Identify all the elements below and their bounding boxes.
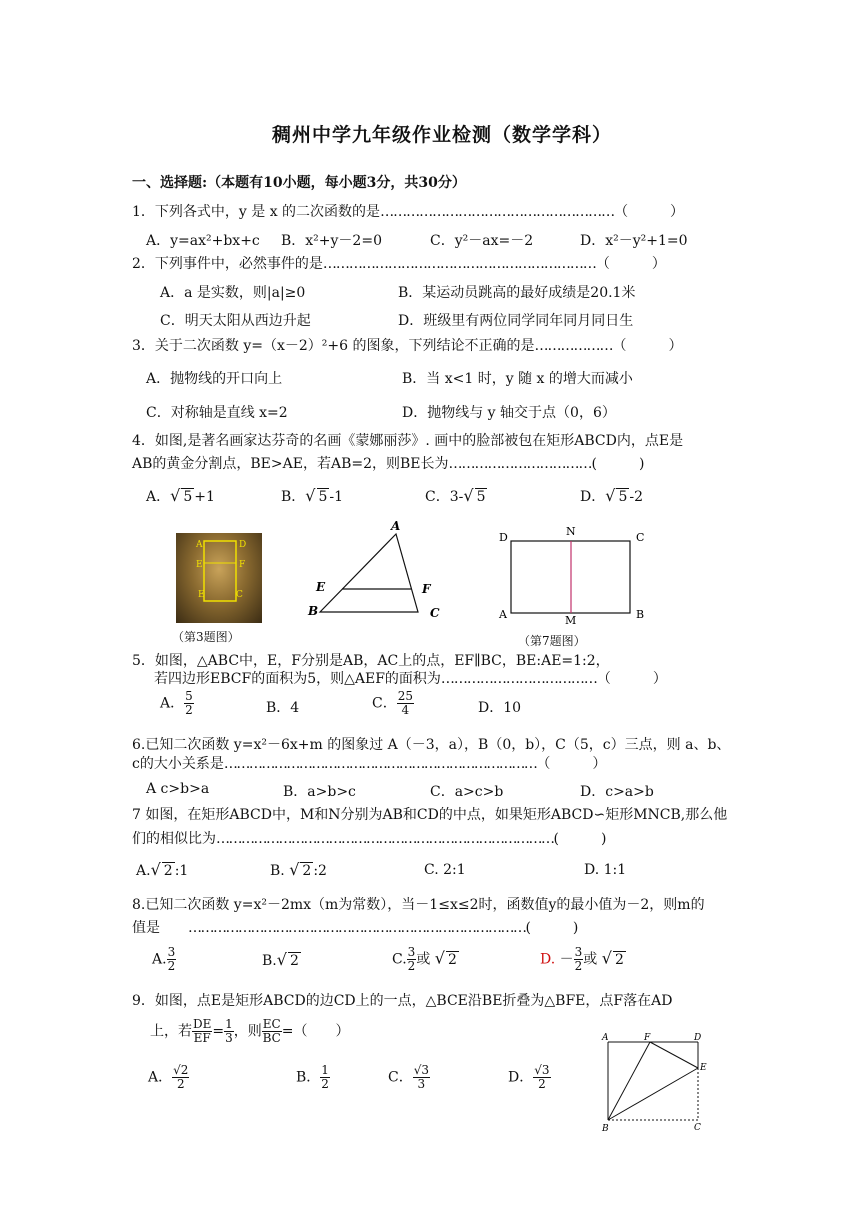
q7-option-a: A.√ 2 :1 <box>136 860 189 879</box>
mona-label: A <box>196 540 203 550</box>
tri-label: A <box>391 519 401 533</box>
q6-stem-line1: 6.已知二次函数 y=x²－6x+m 的图象过 A（－3，a），B（0，b），C（5，c）三点，则 a、b、 <box>132 737 731 753</box>
q3-option-c: C．对称轴是直线 x=2 <box>146 405 288 421</box>
q6-option-a: A c>b>a <box>146 781 210 797</box>
rect-label: M <box>565 614 577 624</box>
rect-label: D <box>499 531 508 544</box>
rect-label: N <box>566 525 576 538</box>
q2-stem: 2．下列事件中，必然事件的是………………………………………………………（ ） <box>132 256 666 272</box>
q3-option-a: A．抛物线的开口向上 <box>146 371 283 387</box>
q4-option-a: A．√ 5 +1 <box>146 486 215 505</box>
q4-option-d: D．√ 5 -2 <box>580 486 643 505</box>
q4-option-c: C．3-√ 5 <box>425 486 486 505</box>
q6-stem-line2: c的大小关系是…………………………………………………………………（ ） <box>132 756 607 772</box>
q2-option-a: A．a 是实数，则|a|≥0 <box>160 285 306 301</box>
mona-label: F <box>239 560 246 570</box>
q9-label: D <box>694 1033 702 1043</box>
q2-option-b: B．某运动员跳高的最好成绩是20.1米 <box>398 285 636 301</box>
mona-label: E <box>196 560 203 570</box>
q5-option-d: D．10 <box>478 700 522 716</box>
q2-option-d: D．班级里有两位同学同年同月同日生 <box>398 313 634 329</box>
q3-option-b: B．当 x<1 时，y 随 x 的增大而减小 <box>402 371 633 387</box>
q1-option-b: B．x²+y－2=0 <box>281 233 382 249</box>
q4-stem-line1: 4．如图,是著名画家达芬奇的名画《蒙娜丽莎》. 画中的脸部被包在矩形ABCD内，点E是 <box>132 433 684 449</box>
q5-option-a: A． $\frac{5}{2}$ <box>160 689 193 717</box>
q8-option-a: A. $\frac{3}{2}$ <box>152 945 176 973</box>
q1-option-d: D．x²－y²+1=0 <box>580 233 688 249</box>
q4-option-b: B．√ 5 -1 <box>281 486 344 505</box>
q3-option-d: D．抛物线与 y 轴交于点（0，6） <box>402 405 616 421</box>
rectangle-figure-q7 <box>494 524 654 624</box>
figure-caption-3: （第3题图） <box>172 630 240 644</box>
q9-label: B <box>602 1124 609 1134</box>
q6-option-c: C．a>c>b <box>430 784 504 800</box>
q9-label: A <box>602 1033 609 1043</box>
q8-option-d: D. － $\frac{3}{2}$ 或 √ 2 <box>540 945 624 973</box>
q9-option-b: B． $\frac{1}{2}$ <box>296 1063 329 1091</box>
q9-option-d: D． $\frac{√3}{2}$ <box>508 1063 550 1091</box>
q7-stem-line1: 7 如图，在矩形ABCD中，M和N分别为AB和CD的中点，如果矩形ABCD∽矩形MNCB,那么他 <box>132 807 728 823</box>
q7-option-b: B. √ 2 :2 <box>270 860 327 879</box>
page-title: 稠州中学九年级作业检测（数学学科） <box>272 124 613 146</box>
q2-option-c: C．明天太阳从西边升起 <box>160 313 311 329</box>
q9-stem-line1: 9．如图，点E是矩形ABCD的边CD上的一点，△BCE沿BE折叠为△BFE，点F落在AD <box>132 993 673 1009</box>
q9-fold-figure <box>598 1030 718 1134</box>
mona-label: C <box>236 590 243 600</box>
q3-stem: 3．关于二次函数 y=（x－2）²+6 的图象，下列结论不正确的是………………（ ） <box>132 338 683 354</box>
q9-stem-line2: 上，若 $\frac{DE}{EF}$ = $\frac{1}{3}$ ，则 $\frac{EC}{BC}$ =（ ） <box>150 1017 350 1045</box>
q1-stem: 1．下列各式中，y 是 x 的二次函数的是………………………………………………（ ） <box>132 204 685 220</box>
rect-label: C <box>636 531 645 544</box>
tri-label: F <box>422 582 431 596</box>
q6-option-b: B．a>b>c <box>283 784 356 800</box>
tri-label: B <box>308 604 319 618</box>
tri-label: E <box>316 580 326 594</box>
section-heading: 一、选择题:（本题有10小题，每小题3分，共30分） <box>132 175 466 191</box>
q8-option-c: C. $\frac{3}{2}$ 或 √ 2 <box>392 945 457 973</box>
figure-caption-7: （第7题图） <box>518 634 586 648</box>
q9-label: F <box>644 1033 651 1043</box>
q5-stem-line1: 5．如图，△ABC中，E，F分别是AB，AC上的点，EF∥BC，BE:AE=1:2， <box>132 653 610 669</box>
tri-label: C <box>430 606 440 620</box>
triangle-figure <box>300 518 450 623</box>
mona-lisa-image <box>176 533 262 623</box>
q6-option-d: D．c>a>b <box>580 784 654 800</box>
q4-stem-line2: AB的黄金分割点，BE>AE，若AB=2，则BE长为……………………………( ) <box>132 456 645 472</box>
q1-option-a: A．y=ax²+bx+c <box>146 233 260 249</box>
q7-option-d: D. 1:1 <box>584 862 627 878</box>
q9-option-c: C． $\frac{√3}{3}$ <box>388 1063 430 1091</box>
mona-label: D <box>239 540 247 550</box>
q5-option-c: C． $\frac{25}{4}$ <box>372 689 413 717</box>
q8-stem-line1: 8.已知二次函数 y=x²－2mx（m为常数），当－1≤x≤2时，函数值y的最小值为－2，则m的 <box>132 897 705 913</box>
q9-option-a: A． $\frac{√2}{2}$ <box>148 1063 189 1091</box>
mona-label: E <box>198 590 205 600</box>
q9-label: C <box>694 1123 701 1133</box>
q9-label: E <box>700 1063 707 1073</box>
q5-stem-line2: 若四边形EBCF的面积为5，则△AEF的面积为………………………………（ ） <box>154 671 667 687</box>
q1-option-c: C．y²－ax=－2 <box>430 233 534 249</box>
q8-option-b: B.√ 2 <box>262 950 299 969</box>
rect-label: A <box>499 608 507 621</box>
rect-label: B <box>636 608 645 621</box>
q7-stem-line2: 们的相似比为………………………………………………………………………( ) <box>132 831 607 847</box>
q8-stem-line2: 值是 ………………………………………………………………………( ) <box>132 920 579 936</box>
q7-option-c: C. 2:1 <box>424 862 466 878</box>
q5-option-b: B．4 <box>266 700 300 716</box>
